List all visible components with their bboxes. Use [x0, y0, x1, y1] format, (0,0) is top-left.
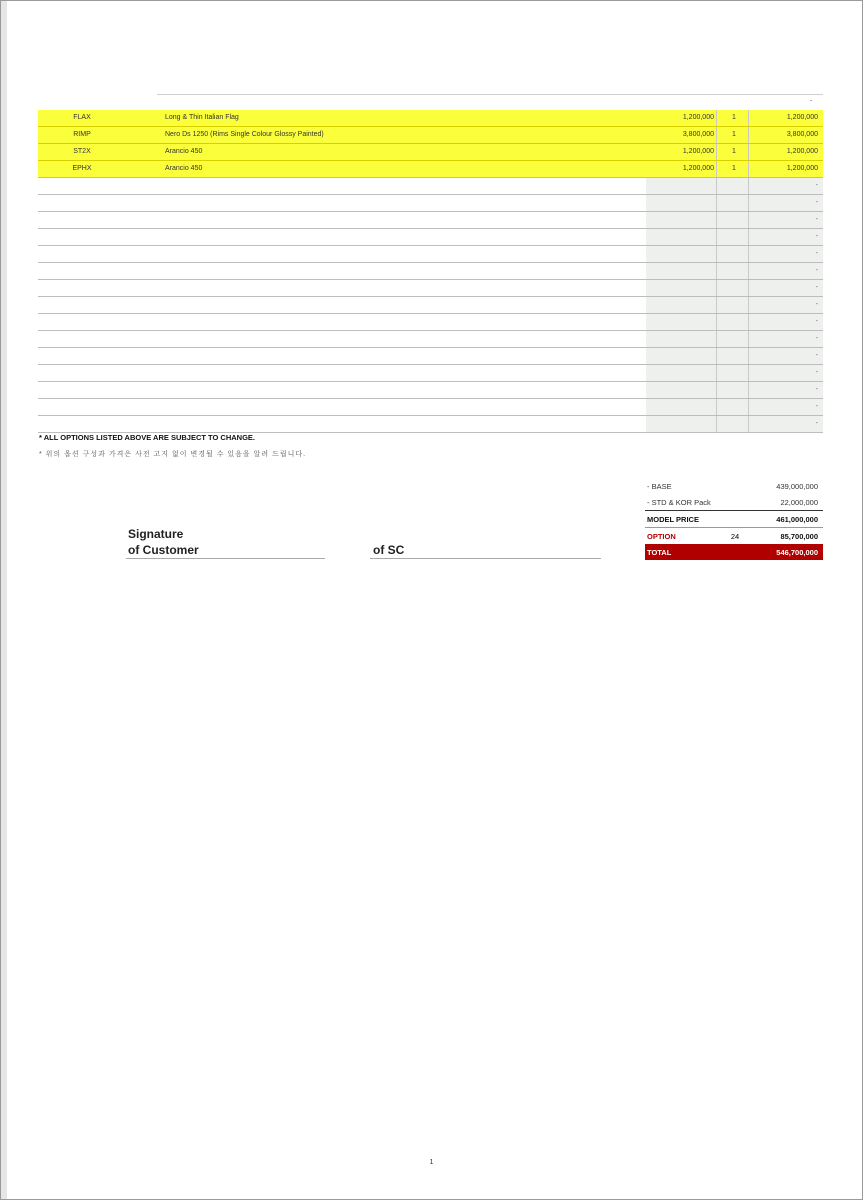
column-divider	[716, 212, 717, 228]
option-code: RIMP	[73, 131, 91, 138]
sc-signature-label: of SC	[373, 543, 405, 557]
option-total: 3,800,000	[786, 131, 818, 138]
empty-option-row	[38, 399, 823, 416]
empty-row-total: -	[815, 182, 818, 189]
column-divider	[716, 399, 717, 415]
empty-option-row	[38, 229, 823, 246]
empty-row-total: -	[815, 216, 818, 223]
empty-option-row	[38, 263, 823, 280]
empty-row-total: -	[815, 284, 818, 291]
empty-option-row	[38, 331, 823, 348]
empty-row-total: -	[815, 233, 818, 240]
column-divider	[716, 144, 717, 160]
option-description: Long & Thin Italian Flag	[165, 114, 239, 121]
summary-base-row	[645, 478, 823, 494]
option-code: EPHX	[72, 165, 92, 172]
summary-pack-row	[645, 494, 823, 510]
empty-row-total: -	[815, 335, 818, 342]
column-divider	[748, 195, 749, 211]
option-price: 1,200,000	[682, 165, 714, 172]
column-divider	[748, 280, 749, 296]
options-table	[38, 110, 823, 433]
empty-row-total: -	[815, 301, 818, 308]
empty-row-total: -	[815, 352, 818, 359]
summary-total-value: 546,700,000	[776, 548, 818, 557]
summary-total-label: TOTAL	[647, 548, 672, 557]
column-divider	[716, 263, 717, 279]
customer-signature-label-line2: of Customer	[128, 543, 199, 557]
summary-model-label: MODEL PRICE	[647, 515, 699, 524]
summary-option-row	[645, 527, 823, 544]
summary-option-count: 24	[730, 532, 740, 541]
option-row	[38, 161, 823, 178]
column-divider	[716, 416, 717, 432]
empty-row-total: -	[815, 386, 818, 393]
summary-total-row	[645, 544, 823, 560]
page-number: 1	[429, 1159, 434, 1166]
option-code: ST2X	[73, 148, 91, 155]
option-quantity: 1	[732, 148, 736, 155]
summary-base-label: - BASE	[647, 482, 672, 491]
sc-signature-line	[370, 558, 601, 559]
summary-model-value: 461,000,000	[776, 515, 818, 524]
options-disclaimer-korean: * 위의 옵션 구성과 가격은 사전 고지 없이 변경될 수 있음을 알려 드립니다.	[39, 451, 307, 458]
empty-row-total: -	[815, 403, 818, 410]
header-dash: -	[810, 98, 813, 105]
options-disclaimer: * ALL OPTIONS LISTED ABOVE ARE SUBJECT TO CHANGE.	[39, 433, 255, 442]
column-divider	[716, 127, 717, 143]
summary-pack-value: 22,000,000	[780, 498, 818, 507]
option-description: Nero Ds 1250 (Rims Single Colour Glossy Painted)	[165, 131, 324, 138]
column-divider	[748, 178, 749, 194]
customer-signature-label	[128, 526, 199, 558]
summary-base-value: 439,000,000	[776, 482, 818, 491]
column-divider	[716, 178, 717, 194]
option-price: 1,200,000	[682, 114, 714, 121]
column-divider	[716, 195, 717, 211]
column-divider	[748, 382, 749, 398]
option-description: Arancio 450	[165, 165, 203, 172]
empty-option-row	[38, 212, 823, 229]
column-divider	[716, 365, 717, 381]
summary-model-row	[645, 510, 823, 527]
column-divider	[716, 297, 717, 313]
option-description: Arancio 450	[165, 148, 203, 155]
empty-row-total: -	[815, 250, 818, 257]
header-rule	[157, 94, 823, 95]
empty-option-row	[38, 416, 823, 433]
empty-rows	[38, 178, 823, 433]
customer-signature-label-line1: Signature	[128, 527, 184, 541]
empty-option-row	[38, 297, 823, 314]
option-quantity: 1	[732, 131, 736, 138]
column-divider	[716, 331, 717, 347]
column-divider	[748, 416, 749, 432]
option-price: 1,200,000	[682, 148, 714, 155]
empty-option-row	[38, 178, 823, 195]
summary-pack-label: - STD & KOR Pack	[647, 498, 711, 507]
option-quantity: 1	[732, 114, 736, 121]
option-quantity: 1	[732, 165, 736, 172]
empty-option-row	[38, 195, 823, 212]
column-divider	[748, 212, 749, 228]
column-divider	[748, 314, 749, 330]
option-code: FLAX	[73, 114, 91, 121]
empty-row-total: -	[815, 318, 818, 325]
column-divider	[716, 314, 717, 330]
column-divider	[748, 297, 749, 313]
column-divider	[716, 246, 717, 262]
option-price: 3,800,000	[682, 131, 714, 138]
option-total: 1,200,000	[786, 148, 818, 155]
price-summary	[645, 478, 823, 560]
empty-option-row	[38, 382, 823, 399]
summary-option-label: OPTION	[647, 532, 676, 541]
column-divider	[748, 263, 749, 279]
empty-row-total: -	[815, 199, 818, 206]
empty-option-row	[38, 314, 823, 331]
column-divider	[748, 348, 749, 364]
column-divider	[716, 161, 717, 177]
column-divider	[716, 382, 717, 398]
empty-row-total: -	[815, 369, 818, 376]
option-total: 1,200,000	[786, 165, 818, 172]
column-divider	[748, 365, 749, 381]
column-divider	[716, 348, 717, 364]
empty-option-row	[38, 348, 823, 365]
empty-row-total: -	[815, 267, 818, 274]
empty-option-row	[38, 246, 823, 263]
column-divider	[748, 229, 749, 245]
empty-row-total: -	[815, 420, 818, 427]
column-divider	[748, 399, 749, 415]
column-divider	[716, 229, 717, 245]
column-divider	[716, 280, 717, 296]
column-divider	[716, 110, 717, 126]
empty-option-row	[38, 365, 823, 382]
customer-signature-line	[126, 558, 325, 559]
empty-option-row	[38, 280, 823, 297]
option-total: 1,200,000	[786, 114, 818, 121]
summary-option-value: 85,700,000	[780, 532, 818, 541]
column-divider	[748, 331, 749, 347]
option-row	[38, 127, 823, 144]
column-divider	[748, 246, 749, 262]
option-row	[38, 110, 823, 127]
option-row	[38, 144, 823, 161]
